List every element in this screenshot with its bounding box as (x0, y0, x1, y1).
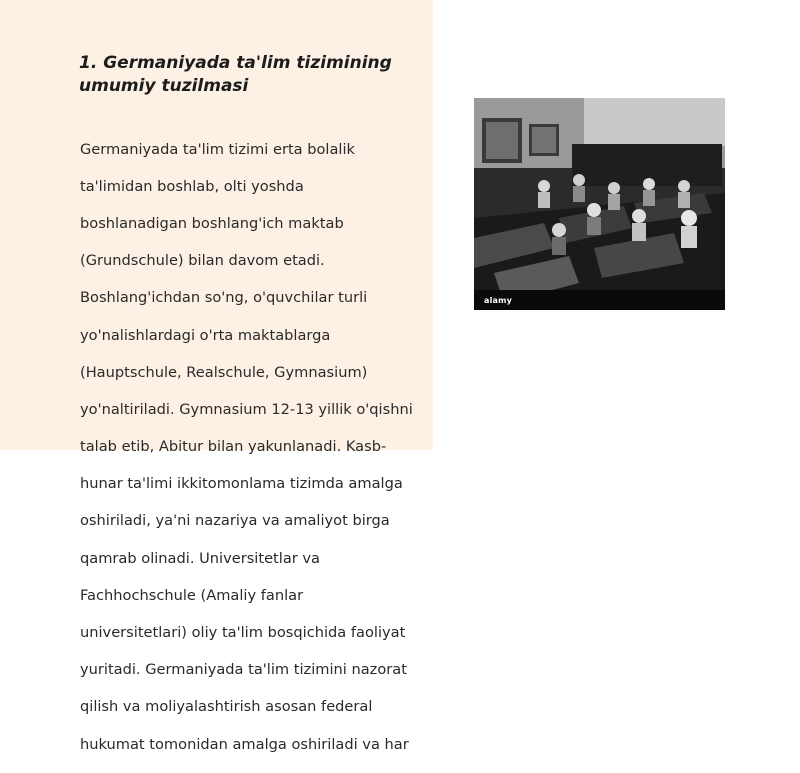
classroom-photo (474, 98, 725, 310)
body-line: yuritadi. Germaniyada ta'lim tizimini nazorat (80, 661, 407, 679)
body-line: (Grundschule) bilan davom etadi. (80, 252, 325, 270)
body-line: talab etib, Abitur bilan yakunlanadi. Kasb- (80, 438, 387, 456)
body-line: Germaniyada ta'lim tizimi erta bolalik (80, 140, 355, 158)
body-line: hunar ta'limi ikkitomonlama tizimda amalga (80, 475, 403, 493)
classroom-illustration (474, 98, 725, 310)
body-line: boshlanadigan boshlang'ich maktab (80, 214, 344, 232)
body-line: Fachhochschule (Amaliy fanlar (80, 586, 304, 604)
body-line: oshiriladi, ya'ni nazariya va amaliyot birga (80, 512, 390, 530)
body-line: qamrab olinadi. Universitetlar va (80, 549, 320, 567)
body-line: ta'limidan boshlab, olti yoshda (80, 177, 304, 195)
body-line: hukumat tomonidan amalga oshiriladi va har (80, 735, 409, 753)
body-line: (Hauptschule, Realschule, Gymnasium) (80, 363, 368, 381)
slide-heading: 1. Germaniyada ta'lim tizimining umumiy tuzilmasi (79, 53, 392, 96)
body-line: yo'naltiriladi. Gymnasium 12-13 yillik o'qishni (80, 400, 413, 418)
body-line: qilish va moliyalashtirish asosan federal (80, 698, 373, 716)
body-line: universitetlari) oliy ta'lim bosqichida faoliyat (80, 624, 406, 642)
body-line: Boshlang'ichdan so'ng, o'quvchilar turli (80, 289, 368, 307)
body-line: yo'nalishlardagi o'rta maktablarga (80, 326, 331, 344)
slide-body (80, 122, 425, 773)
watermark-logo: alamy (484, 296, 513, 305)
